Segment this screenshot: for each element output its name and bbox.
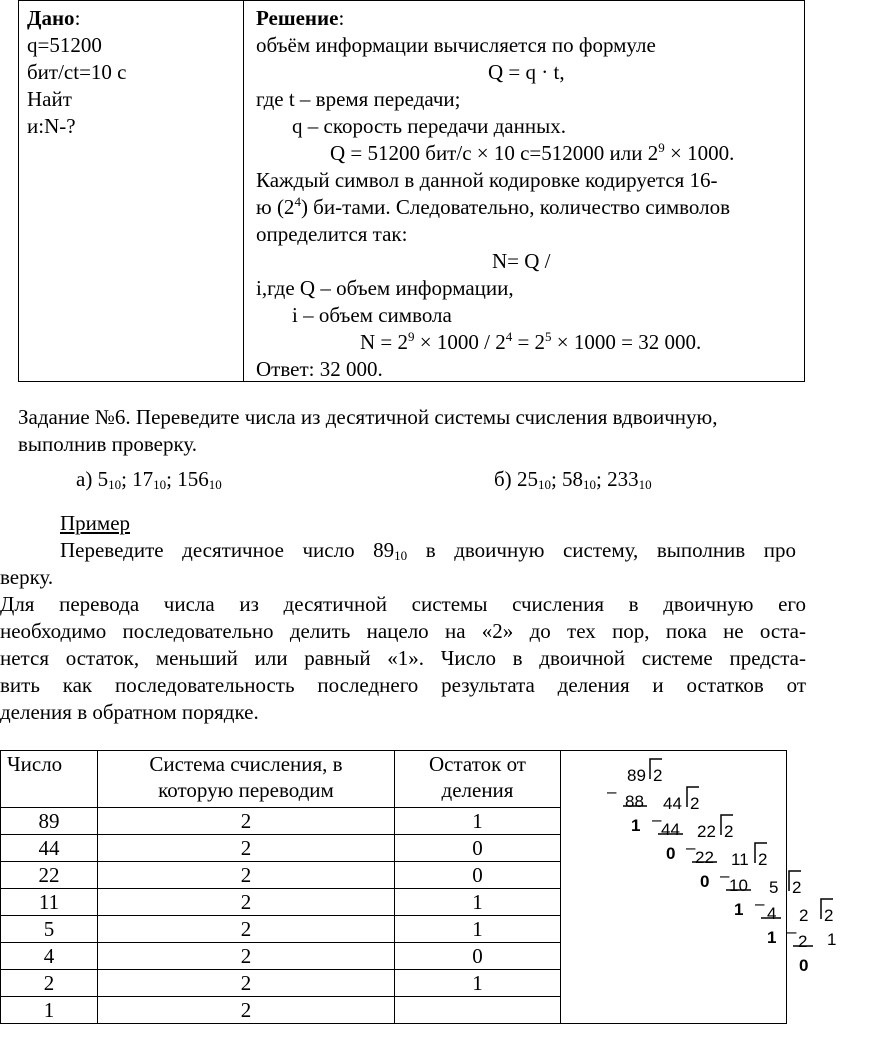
where-q: q – скорость передачи данных. (292, 114, 566, 138)
example-paragraph-line: необходимо последовательно делить нацело на «2» до тех пор, пока не оста- (0, 619, 806, 643)
remainder: 1 (734, 900, 744, 919)
table-cell: 44 (1, 835, 98, 862)
table-cell: 2 (98, 997, 395, 1024)
task-part-a: а) $5_{10}$; $17_{10}$; $156_{10}$ (76, 467, 222, 492)
given-heading: Дано: (27, 6, 81, 30)
dividend: 89 (627, 766, 646, 785)
table-cell: 1 (395, 808, 561, 835)
table-cell: 1 (1, 997, 98, 1024)
table-cell: 1 (395, 970, 561, 997)
task-part-b: б) $25_{10}$; $58_{10}$; $233_{10}$ (494, 467, 652, 492)
given-cell (19, 1, 244, 382)
final-calc: $N = 2^9 \times 1000 / 2^4 = 2^5 \times 1000 = 32$ 000. (360, 329, 702, 354)
table-cell: 2 (98, 808, 395, 835)
table-cell: 1 (395, 889, 561, 916)
i-definition: i – объем символа (292, 303, 452, 327)
solution-intro: объём информации вычисляется по формуле (256, 33, 656, 57)
minus-sign: – (607, 782, 617, 801)
table-cell: 0 (395, 943, 561, 970)
divisor: 2 (824, 906, 834, 925)
given-line: и:N-? (27, 114, 76, 138)
solution-heading: Решение: (256, 6, 345, 30)
given-line: q=51200 (27, 33, 102, 57)
table-cell: 4 (1, 943, 98, 970)
example-paragraph-line: деления в обратном порядке. (0, 700, 259, 724)
example-title: Пример (60, 511, 131, 535)
task-line: выполнив проверку. (18, 432, 198, 456)
dividend: 44 (663, 794, 682, 813)
table-cell: 22 (1, 862, 98, 889)
long-division (561, 751, 837, 1021)
long-division-cell (561, 751, 837, 1024)
example-line: Переведите десятичное число $89_{10}$ в двоичную систему, выполнив про (60, 538, 797, 563)
subtrahend: 44 (661, 820, 680, 839)
subtrahend: 4 (767, 904, 777, 923)
given-line: бит/ct=10 с (27, 60, 127, 84)
table-cell: 2 (98, 889, 395, 916)
table-cell: 2 (1, 970, 98, 997)
column-header: Система счисления, в которую переводим (98, 751, 395, 808)
table-cell (395, 997, 561, 1024)
minus-sign: – (720, 866, 730, 885)
answer: Ответ: 32 000. (256, 357, 383, 381)
table-cell: 2 (98, 943, 395, 970)
dividend: 22 (697, 822, 716, 841)
subtrahend: 88 (625, 792, 644, 811)
table-cell: 2 (98, 835, 395, 862)
table-cell: 2 (98, 916, 395, 943)
dividend: 11 (731, 850, 749, 869)
minus-sign: – (787, 922, 797, 941)
last-quotient: 1 (827, 930, 837, 949)
divisor: 2 (653, 766, 663, 785)
table-header-row (1, 751, 787, 808)
table-cell: 11 (1, 889, 98, 916)
remainder: 1 (631, 816, 641, 835)
table-cell: 5 (1, 916, 98, 943)
column-header: Остаток от деления (395, 751, 561, 808)
formula-q: Q = q · t, (488, 60, 565, 84)
subtrahend: 22 (695, 848, 714, 867)
formula-n: N= Q / (492, 249, 551, 273)
divisor: 2 (758, 850, 768, 869)
table-cell: 1 (395, 916, 561, 943)
calc-q: Q = 51200 бит/с × 10 с=512000 или $2^9 \times 1000$. (330, 140, 735, 165)
encoding-line: ю $(2^4)$ би-тами. Следовательно, количество символов (256, 194, 731, 219)
encoding-line: определится так: (256, 222, 408, 246)
divisor: 2 (792, 878, 802, 897)
subtrahend: 10 (729, 876, 748, 895)
remainder: 0 (700, 872, 710, 891)
given-solution-table (18, 0, 805, 382)
dividend: 2 (799, 906, 809, 925)
remainder: 0 (799, 956, 809, 975)
divisor: 2 (690, 794, 700, 813)
table-cell: 2 (98, 862, 395, 889)
remainder: 0 (666, 844, 676, 863)
table-cell: 89 (1, 808, 98, 835)
minus-sign: – (652, 810, 662, 829)
conversion-table (0, 750, 837, 1024)
task-line: Задание №6. Переведите числа из десятичной системы счисления вдвоичную, (18, 405, 718, 429)
table-cell: 0 (395, 835, 561, 862)
divisor: 2 (724, 822, 734, 841)
example-paragraph-line: нется остаток, меньший или равный «1». Число в двоичной системе предста- (0, 646, 806, 670)
solution-cell (244, 1, 805, 382)
table-cell: 0 (395, 862, 561, 889)
subtrahend: 2 (798, 932, 808, 951)
where-t: где t – время передачи; (256, 87, 461, 111)
given-line: Найт (27, 87, 72, 111)
minus-sign: – (755, 894, 765, 913)
dividend: 5 (769, 878, 779, 897)
example-line: верку. (0, 565, 54, 589)
remainder: 1 (767, 928, 777, 947)
example-paragraph-line: Для перевода числа из десятичной системы счисления в двоичную его (0, 592, 806, 616)
minus-sign: – (686, 838, 696, 857)
example-paragraph-line: вить как последовательность последнего результата деления и остатков от (0, 673, 806, 697)
table-cell: 2 (98, 970, 395, 997)
column-header: Число (1, 751, 98, 808)
where-i: i,где Q – объем информации, (256, 276, 514, 300)
encoding-line: Каждый символ в данной кодировке кодируется 16- (256, 168, 718, 192)
